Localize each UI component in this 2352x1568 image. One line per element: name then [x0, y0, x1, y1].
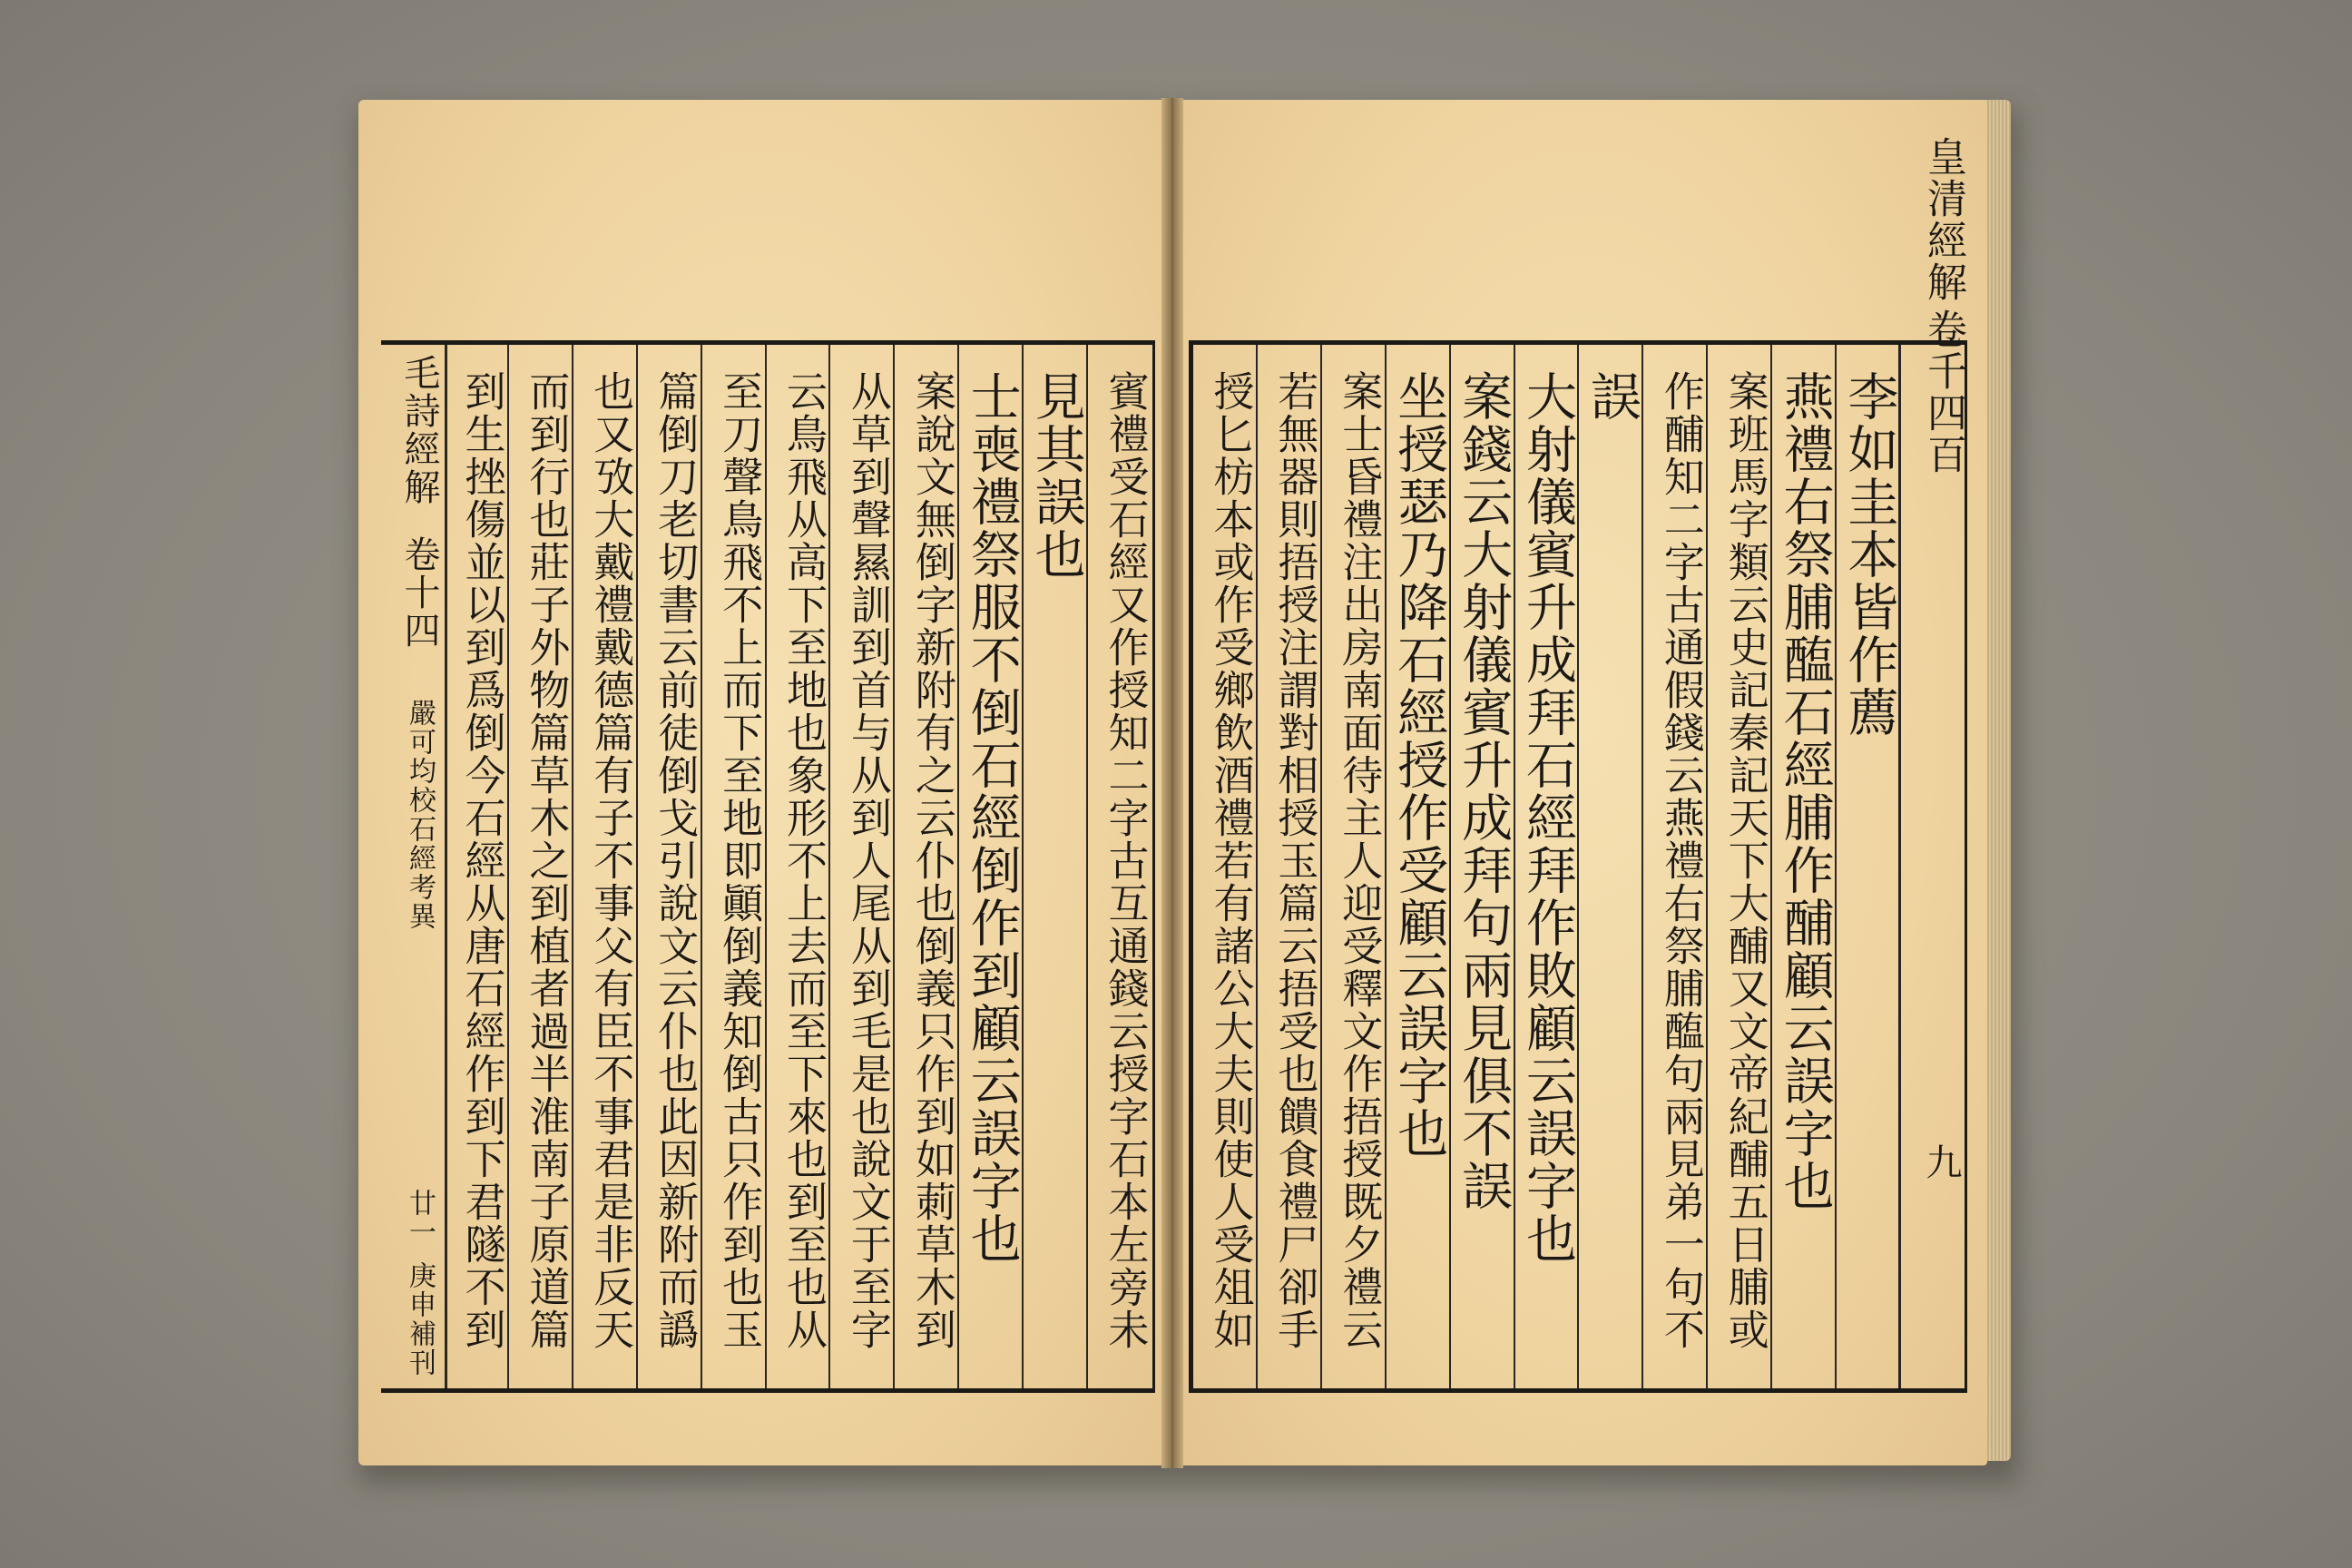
right-text-column: 作酺知二字古通假錢云燕禮右祭脯醢句兩見弟一句不 — [1656, 370, 1705, 1351]
right-column-rule — [1320, 345, 1322, 1388]
left-text-column: 从草到聲㬎訓到首与从到人尾从到毛是也說文于至字 — [843, 370, 892, 1351]
left-text-frame — [381, 340, 1155, 1393]
right-column-rule — [1256, 345, 1258, 1388]
left-book-title: 毛詩經解 — [398, 354, 440, 506]
left-margin-column — [381, 345, 447, 1388]
left-column-rule — [636, 345, 638, 1388]
right-text-column: 案班馬字類云史記秦記天下大酺又文帝紀酺五日脯或 — [1720, 370, 1769, 1351]
right-column-rule — [1514, 345, 1515, 1388]
right-text-column: 坐授瑟乃降石經授作受顧云誤字也 — [1389, 370, 1449, 1160]
right-column-rule — [1706, 345, 1708, 1388]
left-column-rule — [507, 345, 509, 1388]
left-text-column: 云鳥飛从高下至地也象形不上去而至下來也到至也从 — [779, 370, 828, 1351]
right-text-frame — [1189, 136, 1967, 1393]
left-column-rule — [701, 345, 702, 1388]
right-text-column: 大射儀賓升成拜石經拜作敗顧云誤字也 — [1518, 370, 1577, 1265]
left-chapter: 卷十四 — [398, 535, 440, 650]
right-text-column: 案錢云大射儀賓升成拜句兩見俱不誤 — [1454, 370, 1514, 1212]
right-book-title: 皇清經解 — [1920, 136, 1966, 303]
right-text-column: 案士昏禮注出房南面待主人迎受釋文作捂授既夕禮云 — [1335, 370, 1384, 1351]
right-column-rule — [1770, 345, 1772, 1388]
left-print-note: 庚申補刊 — [404, 1261, 436, 1377]
left-column-rule — [572, 345, 573, 1388]
left-text-column: 到生挫傷並以到爲倒今石經从唐石經作到下君隧不到 — [457, 370, 506, 1351]
left-column-rule — [1086, 345, 1088, 1388]
left-author-line: 嚴可均校石經考異 — [404, 699, 436, 931]
right-chapter: 卷千四百 — [1920, 309, 1966, 475]
left-column-rule — [893, 345, 895, 1388]
right-margin-column — [1898, 136, 1966, 1388]
right-column-rule — [1642, 345, 1643, 1388]
left-column-rule — [957, 345, 959, 1388]
left-text-column: 案說文無倒字新附有之云仆也倒義只作到如莿草木到 — [907, 370, 956, 1351]
right-text-columns — [1193, 345, 1901, 1388]
book-gutter — [1161, 98, 1183, 1468]
right-text-column: 誤 — [1582, 370, 1642, 423]
right-page-number: 九 — [1920, 1143, 1962, 1181]
left-column-rule — [765, 345, 767, 1388]
left-text-column: 而到行也莊子外物篇草木之到植者過半淮南子原道篇 — [522, 370, 571, 1351]
left-text-column: 也又攷大戴禮戴德篇有子不事父有臣不事君是非反天 — [586, 370, 635, 1351]
right-text-column: 李如圭本皆作薦 — [1839, 370, 1899, 739]
left-text-column: 見其誤也 — [1026, 370, 1086, 581]
right-column-rule — [1835, 345, 1837, 1388]
right-column-rule — [1385, 345, 1387, 1388]
left-text-column: 賓禮受石經又作授知二字古互通錢云授字石本左旁未 — [1101, 370, 1150, 1351]
left-text-column: 至刀聲鳥飛不上而下至地即顚倒義知倒古只作到也玉 — [715, 370, 764, 1351]
left-text-columns — [445, 345, 1152, 1388]
right-text-column: 燕禮右祭脯醢石經脯作酺顧云誤字也 — [1775, 370, 1835, 1212]
left-text-column: 篇倒刀老切書云前徒倒戈引說文云仆也此因新附而譌 — [651, 370, 700, 1351]
left-column-rule — [828, 345, 830, 1388]
left-page-number: 廿一 — [404, 1189, 436, 1247]
left-text-column: 士喪禮祭服不倒石經倒作到顧云誤字也 — [962, 370, 1022, 1265]
right-column-rule — [1449, 345, 1451, 1388]
right-column-rule — [1577, 345, 1579, 1388]
left-column-rule — [1022, 345, 1024, 1388]
right-text-column: 授匕枋本或作受鄉飲酒禮若有諸公大夫則使人受俎如 — [1206, 370, 1255, 1351]
right-text-column: 若無器則捂授注謂對相授玉篇云捂受也饋食禮尸卻手 — [1270, 370, 1319, 1351]
